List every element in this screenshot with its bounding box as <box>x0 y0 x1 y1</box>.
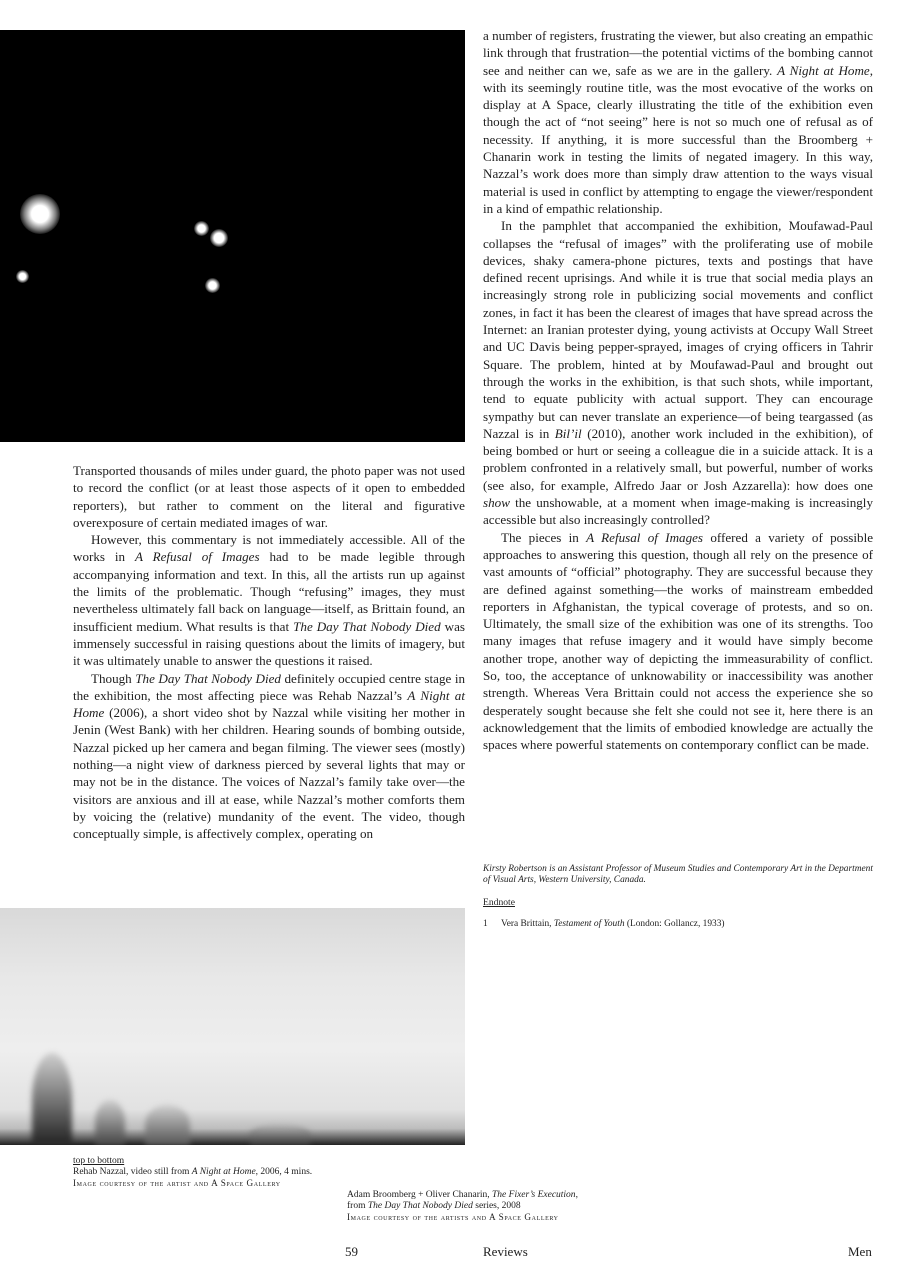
endnote-heading: Endnote <box>483 897 515 908</box>
italic-title: A Night at Home <box>73 687 465 721</box>
italic-title: A Night at Home <box>777 62 870 78</box>
text-run: offered a variety of possible approaches to answering this question, though all rely on the presence of vast amounts of “official” photography. They are successful because they are defined against something—the works of mainstream embedded reporters in Afghanistan, the typical coverage of protests, and so on. Ultimately, the small size of the exhibition was one of its strengths. Too many images that refuse imagery and it would have simply become another trope, another way of depicting the immeasurability of conflict. So, too, the acceptance of unknowability or inaccessibility was another strength. Whereas Vera Brittain could not access the experience she so desperately sought because she felt she could not see it, here there is an acknowledgement that the limits of embodied knowledge are actually the spaces where powerful statements on contemporary conflict can be made. <box>483 529 874 753</box>
fixers-execution-photo <box>0 908 465 1145</box>
smoke-plume <box>95 1100 125 1145</box>
paragraph <box>73 531 465 669</box>
text-run: Transported thousands of miles under guard, the photo paper was not used to record the conflict (or at least those aspects of it open to embedded reporters), but rather to comment on the literal and figurative overexposure of certain mediated images of war. <box>73 463 465 530</box>
caption-text <box>73 1167 312 1178</box>
caption-credit: Image courtesy of the artist and A Space Gallery <box>73 1178 281 1188</box>
endnote-text <box>501 919 725 929</box>
text-run: , 2006, 4 mins. <box>255 1167 313 1177</box>
running-head: Men <box>848 1244 872 1259</box>
text-run: had to be made legible through accompanying information and text. In this, all the artists run up against the limits of the problematic. Though “refusing” images, they must nevertheless ultimately fall back on language—itself, as Brittain found, an insufficient medium. What results is that <box>73 549 465 634</box>
italic-title: The Day That Nobody Died <box>135 670 281 686</box>
video-still-night-image <box>0 30 465 442</box>
text-run: , <box>575 1190 578 1200</box>
caption-text <box>347 1190 578 1201</box>
smoke-plume <box>32 1053 72 1145</box>
endnote-item <box>483 919 725 929</box>
text-run: from <box>347 1201 368 1211</box>
paragraph <box>483 529 873 754</box>
author-bio: Kirsty Robertson is an Assistant Professor of Museum Studies and Contemporary Art in the Department of Visual Arts, Western University, Canada. <box>483 864 873 885</box>
paragraph <box>483 27 873 217</box>
smoke-plume <box>250 1125 310 1145</box>
caption-top-image <box>73 1156 312 1189</box>
italic-title: show <box>483 495 510 511</box>
italic-title: A Refusal of Images <box>134 549 260 565</box>
text-run: (2010), another work included in the exhibition), of being bombed or hurt or seeing a colleague die in a suicide attack. It is a problem confronted in a relatively small, but powerful, number of works (see also, for example, Alfredo Jaar or Josh Azzarella): how does one <box>483 425 873 493</box>
text-run: , with its seemingly routine title, was the most evocative of the works on display at A Space, clearly illustrating the title of the exhibition even though the act of “not seeing” here is not so much one of refusal as of necessity. If anything, it is more successful than the Broomberg + Chanarin work in testing the limits of negated imagery. In this way, Nazzal’s work does more than simply draw attention to the ways visual material is used in conflict by attempting to engage the viewer/respondent in a kind of empathic relationship. <box>483 62 873 216</box>
caption-bottom-image <box>347 1190 578 1223</box>
text-run: series, 2008 <box>472 1201 521 1211</box>
italic-title: Bil’il <box>554 425 582 441</box>
italic-title: The Day That Nobody Died <box>367 1201 473 1211</box>
paragraph <box>73 670 465 843</box>
caption-text <box>347 1201 578 1212</box>
text-run: the unshowable, at a moment when image-making is increasingly accessible but also increasingly controlled? <box>483 495 873 528</box>
italic-title: A Night at Home <box>191 1167 256 1177</box>
paragraph <box>73 462 465 531</box>
light <box>205 278 220 293</box>
text-run: Vera Brittain, <box>501 919 554 929</box>
italic-title: A Refusal of Images <box>586 529 704 545</box>
caption-heading: top to bottom <box>73 1156 125 1166</box>
page-number: 59 <box>345 1244 358 1259</box>
left-column-text <box>73 462 465 843</box>
smoke-plume <box>145 1105 190 1145</box>
endnote-number: 1 <box>483 919 488 929</box>
italic-title: The Fixer’s Execution <box>492 1190 576 1200</box>
text-run: a number of registers, frustrating the viewer, but also creating an empathic link through that frustration—the potential victims of the bombing cannot see and neither can we, safe as we are in the gallery. <box>483 28 873 78</box>
text-run: Though <box>91 670 136 686</box>
text-run: The pieces in <box>501 529 587 545</box>
paragraph <box>483 217 873 528</box>
caption-credit: Image courtesy of the artists and A Space Gallery <box>347 1212 559 1222</box>
text-run: was immensely successful in raising questions about the limits of imagery, but it was ultimately unable to answer the questions it raised. <box>73 618 466 669</box>
right-column-text <box>483 27 873 753</box>
text-run: Adam Broomberg + Oliver Chanarin, <box>347 1190 493 1200</box>
light <box>210 229 228 247</box>
section-name: Reviews <box>483 1244 528 1259</box>
italic-title: Testament of Youth <box>553 919 625 929</box>
light <box>16 270 29 283</box>
light <box>194 221 209 236</box>
text-run: (London: Gollancz, 1933) <box>624 919 725 929</box>
text-run: Rehab Nazzal, video still from <box>73 1167 192 1177</box>
light <box>20 194 60 234</box>
text-run: definitely occupied centre stage in the exhibition, the most affecting piece was Rehab Nazzal’s <box>73 670 466 703</box>
text-run: In the pamphlet that accompanied the exhibition, Moufawad-Paul collapses the “refusal of images” with the proliferating use of mobile devices, shaky camera-phone pictures, texts and postings that have defined recent uprisings. And while it is true that social media plays an increasingly strong role in publicizing social movements and conflict zones, in fact it has been the clearest of images that have spread across the Internet: an Iranian protester dying, young activists at Occupy Wall Street and UC Davis being pepper-sprayed, images of crying officers in Tahrir Square. The problem, hinted at by Moufawad-Paul and brought out through the works in the exhibition, is that such shots, while important, tend to equate publicity with actual support. They can encourage sympathy but can never translate an experience—of being teargassed (as Nazzal is in <box>483 218 873 441</box>
text-run: (2006), a short video shot by Nazzal while visiting her mother in Jenin (West Bank) with her children. Hearing sounds of bombing outside, Nazzal picked up her camera and began filming. The viewer sees (mostly) nothing—a night view of darkness pierced by several lights that may or may not be in the distance. The voices of Nazzal’s family take over—the visitors are anxious and ill at ease, while Nazzal’s mother comforts them by voicing the (relative) mundanity of the event. The video, though conceptually simple, is affectively complex, operating on <box>73 705 465 842</box>
italic-title: The Day That Nobody Died <box>293 618 441 634</box>
text-run: However, this commentary is not immediately accessible. All of the works in <box>73 532 465 565</box>
